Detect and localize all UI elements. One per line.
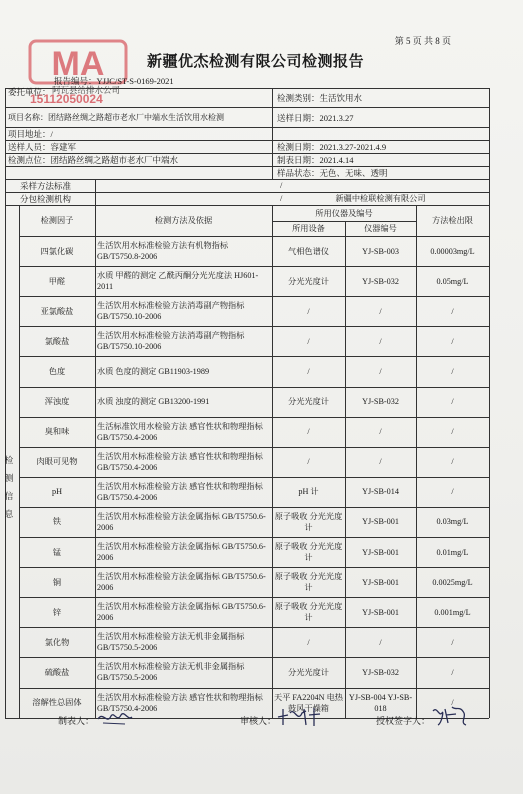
row-limit: / [451, 637, 454, 647]
row-factor: 氯酸盐 [44, 336, 70, 346]
row-method: 生活标准饮用水检验方法 感官性状和物理指标 GB/T5750.4-2006 [97, 421, 263, 442]
sender: 送样人员：容建军 [8, 142, 77, 152]
side-label-char: 息 [4, 508, 14, 519]
row-factor: 色度 [48, 366, 66, 376]
report-title: 新疆优杰检测有限公司检测报告 [147, 52, 365, 70]
row-instrument-no: YJ-SB-032 [362, 276, 399, 286]
row-factor: 浑浊度 [44, 397, 70, 407]
row-equipment: / [307, 427, 310, 437]
row-equipment: / [307, 637, 310, 647]
row-instrument-no: / [379, 637, 382, 647]
side-label-char: 检 [4, 454, 14, 465]
row-method: 生活饮用水标准检验方法 感官性状和物理指标 GB/T5750.4-2006 [97, 451, 263, 472]
row-limit: / [451, 698, 454, 708]
side-label-char: 信 [4, 490, 14, 501]
row-equipment: / [307, 457, 310, 467]
row-limit: / [451, 457, 454, 467]
row-method: 生活饮用水标准检验方法消毒副产物指标 GB/T5750.10-2006 [97, 301, 245, 322]
client-label: 委托单位： [8, 87, 51, 97]
subcontract-name: 新疆中检联检测有限公司 [335, 194, 426, 203]
row-factor: 溶解性总固体 [32, 698, 82, 708]
row-factor: 铁 [52, 517, 62, 527]
reviewer-signature [276, 705, 322, 729]
row-factor: 甲醛 [48, 276, 66, 286]
row-equipment: 气相色谱仪 [288, 246, 329, 256]
row-limit: 0.0025mg/L [432, 577, 473, 587]
row-equipment: pH 计 [298, 487, 319, 497]
test-location: 检测点位：团结路丝绸之路超市老水厂中端水 [8, 155, 179, 165]
row-method: 生活饮用水标准检验方法无机非金属指标 GB/T5750.5-2006 [97, 632, 245, 653]
row-limit: 0.00003mg/L [430, 246, 475, 256]
reviewer-label: 审核人： [240, 716, 277, 726]
subcontract-value: / [280, 193, 283, 203]
row-instrument-no: YJ-SB-001 [362, 517, 399, 527]
signer-label: 授权签字人： [376, 716, 431, 726]
row-equipment: 分光光度计 [288, 276, 329, 286]
row-method: 生活饮用水标准检验方法金属指标 GB/T5750.6-2006 [97, 542, 266, 563]
row-equipment: 原子吸收 分光光度计 [274, 511, 343, 532]
header-equipment: 所用设备 [292, 224, 325, 233]
row-equipment: / [307, 336, 310, 346]
row-instrument-no: / [379, 366, 382, 376]
subcontract-label: 分包检测机构 [20, 194, 72, 204]
compile-date: 制表日期：2021.4.14 [277, 155, 354, 165]
row-factor: 肉眼可见物 [36, 457, 78, 467]
header-method: 检测方法及依据 [154, 216, 213, 225]
delivery-date: 送样日期：2021.3.27 [277, 113, 354, 123]
row-equipment: 原子吸收 分光光度计 [274, 602, 343, 623]
sampling-value: / [280, 180, 283, 190]
row-method: 生活饮用水标准检验方法金属指标 GB/T5750.6-2006 [97, 572, 266, 593]
row-equipment: 原子吸收 分光光度计 [274, 542, 343, 563]
row-instrument-no: YJ-SB-004 YJ-SB-018 [348, 692, 413, 713]
row-instrument-no: YJ-SB-001 [362, 547, 399, 557]
row-instrument-no: / [379, 457, 382, 467]
row-instrument-no: YJ-SB-001 [362, 577, 399, 587]
stamp-code: 15112050024 [30, 92, 103, 106]
header-factor: 检测因子 [40, 216, 74, 225]
compiler-signature [95, 707, 135, 729]
header-limit: 方法检出限 [432, 216, 473, 225]
row-instrument-no: YJ-SB-014 [362, 487, 399, 497]
row-limit: / [451, 306, 454, 316]
project-address: 项目地址：/ [8, 129, 53, 139]
compiler-label: 制表人： [58, 716, 95, 726]
row-factor: pH [51, 487, 62, 497]
sample-type: 检测类别：生活饮用水 [277, 93, 363, 103]
page-number: 第 5 页 共 8 页 [394, 36, 451, 46]
test-date: 检测日期：2021.3.27-2021.4.9 [277, 142, 387, 152]
row-factor: 亚氯酸盐 [40, 306, 74, 316]
client-value: 阿瓦县给排水公司 [52, 85, 121, 95]
row-method: 生活饮用水标准检验方法无机非金属指标 GB/T5750.5-2006 [97, 662, 245, 683]
row-factor: 锌 [52, 607, 62, 617]
row-equipment: / [307, 366, 310, 376]
row-instrument-no: YJ-SB-003 [362, 246, 399, 256]
row-limit: / [451, 366, 454, 376]
signer-signature [430, 703, 470, 729]
row-limit: / [451, 427, 454, 437]
row-equipment: 分光光度计 [288, 667, 329, 677]
row-limit: 0.05mg/L [436, 276, 469, 286]
row-factor: 氯化物 [44, 637, 70, 647]
project-name: 项目名称：团结路丝绸之路超市老水厂中端水生活饮用水检测 [8, 113, 224, 122]
row-method: 水质 甲醛的测定 乙酰丙酮分光光度法 HJ601-2011 [97, 271, 259, 292]
row-limit: / [451, 487, 454, 497]
row-equipment: 天平 FA2204N 电热鼓风干燥箱 [274, 692, 343, 713]
row-method: 生活饮用水标准检验方法有机物指标 GB/T5750.8-2006 [97, 241, 229, 262]
row-limit: 0.01mg/L [436, 547, 469, 557]
stamp-logo-text: MA [51, 45, 105, 83]
report-number: 报告编号：YJJC/ST-S-0169-2021 [54, 76, 174, 86]
row-instrument-no: YJ-SB-032 [362, 667, 399, 677]
row-method: 生活饮用水标准检验方法金属指标 GB/T5750.6-2006 [97, 602, 266, 623]
row-instrument-no: / [379, 306, 382, 316]
row-equipment: / [307, 306, 310, 316]
row-instrument-no: YJ-SB-032 [362, 397, 399, 407]
row-method: 水质 浊度的测定 GB13200-1991 [97, 397, 210, 407]
row-factor: 铜 [52, 577, 62, 587]
side-label-char: 测 [4, 472, 14, 483]
row-method: 生活饮用水标准检验方法 感官性状和物理指标 GB/T5750.4-2006 [97, 692, 263, 713]
row-method: 生活饮用水标准检验方法消毒副产物指标 GB/T5750.10-2006 [97, 331, 245, 352]
sample-state: 样品状态：无色、无味、透明 [277, 168, 388, 178]
row-method: 生活饮用水标准检验方法 感官性状和物理指标 GB/T5750.4-2006 [97, 481, 263, 502]
row-limit: 0.03mg/L [436, 517, 469, 527]
row-method: 生活饮用水标准检验方法金属指标 GB/T5750.6-2006 [97, 511, 266, 532]
header-instrument-group: 所用仪器及编号 [315, 208, 373, 218]
sampling-label: 采样方法标准 [20, 181, 72, 191]
row-instrument-no: / [379, 336, 382, 346]
row-instrument-no: / [379, 427, 382, 437]
row-instrument-no: YJ-SB-001 [362, 607, 399, 617]
row-limit: / [451, 397, 454, 407]
row-factor: 四氯化碳 [40, 246, 74, 256]
row-method: 水质 色度的测定 GB11903-1989 [97, 366, 210, 376]
row-limit: 0.001mg/L [434, 607, 471, 617]
row-equipment: 分光光度计 [288, 397, 329, 407]
row-limit: / [451, 667, 454, 677]
row-factor: 锰 [52, 547, 62, 557]
row-equipment: 原子吸收 分光光度计 [274, 572, 343, 593]
row-factor: 臭和味 [44, 427, 70, 437]
header-instrument-no: 仪器编号 [364, 224, 397, 233]
row-factor: 硫酸盐 [44, 667, 70, 677]
row-limit: / [451, 336, 454, 346]
